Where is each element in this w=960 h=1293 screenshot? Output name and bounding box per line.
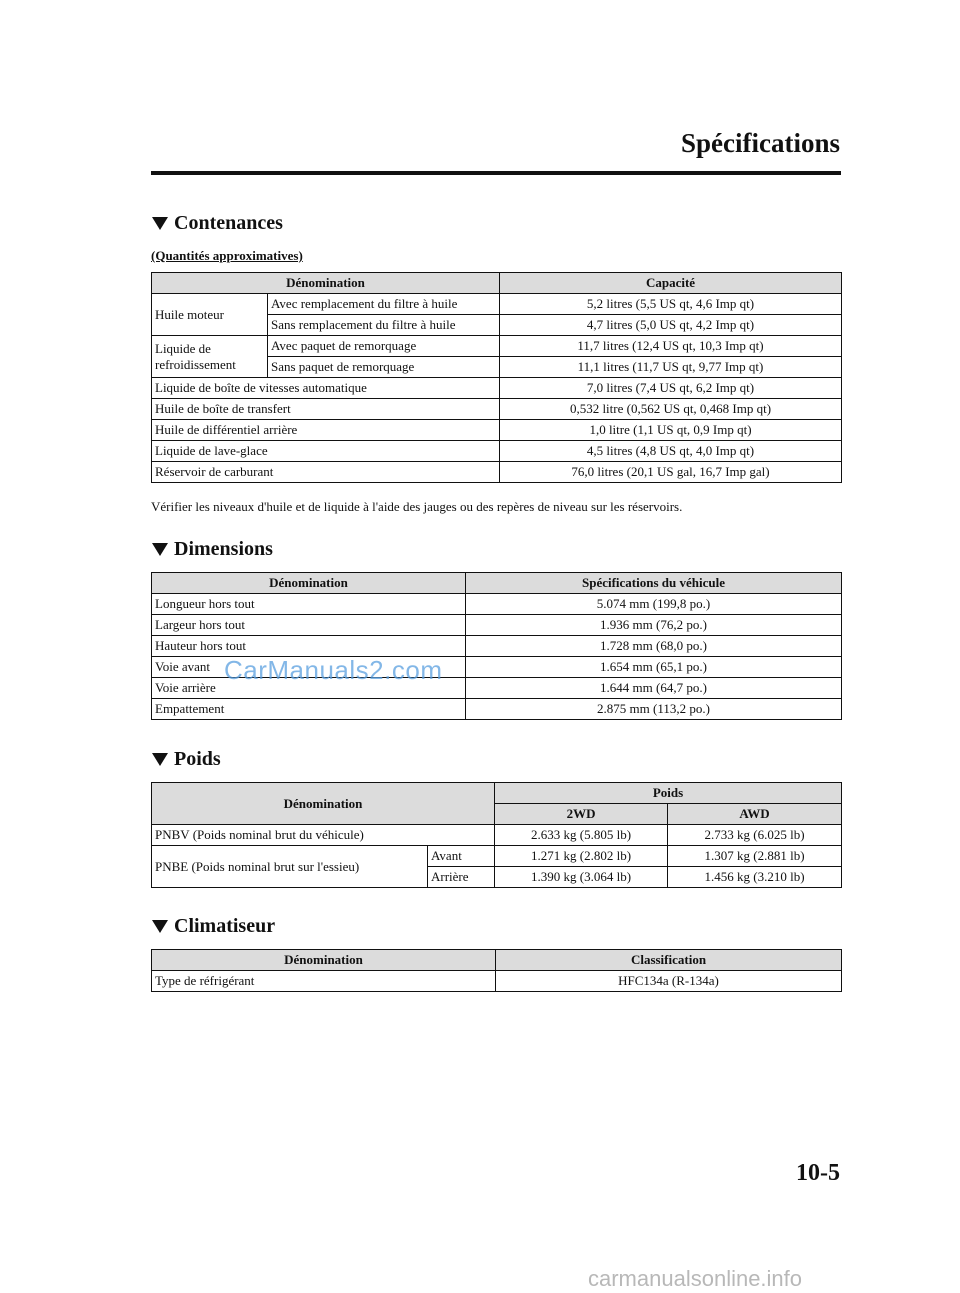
row-value: 2.875 mm (113,2 po.) bbox=[466, 699, 842, 720]
table-row bbox=[152, 971, 842, 992]
row-value: 1.307 kg (2.881 lb) bbox=[668, 846, 842, 867]
row-label: Type de réfrigérant bbox=[152, 971, 496, 992]
column-header: 2WD bbox=[495, 804, 668, 825]
row-value: 11,1 litres (11,7 US qt, 9,77 Imp qt) bbox=[500, 357, 842, 378]
section-title-contenances bbox=[152, 212, 283, 235]
table-row bbox=[152, 846, 842, 867]
page-number: 10-5 bbox=[796, 1160, 840, 1186]
row-sublabel: Sans remplacement du filtre à huile bbox=[268, 315, 500, 336]
row-sublabel: Sans paquet de remorquage bbox=[268, 357, 500, 378]
row-value: HFC134a (R-134a) bbox=[496, 971, 842, 992]
triangle-bullet-icon bbox=[152, 217, 168, 230]
column-header: Poids bbox=[495, 783, 842, 804]
table-row bbox=[152, 399, 842, 420]
table-row bbox=[152, 420, 842, 441]
row-value: 4,7 litres (5,0 US qt, 4,2 Imp qt) bbox=[500, 315, 842, 336]
row-value: 1.936 mm (76,2 po.) bbox=[466, 615, 842, 636]
row-value: 5.074 mm (199,8 po.) bbox=[466, 594, 842, 615]
row-label: Huile de différentiel arrière bbox=[152, 420, 500, 441]
triangle-bullet-icon bbox=[152, 753, 168, 766]
row-value: 1.456 kg (3.210 lb) bbox=[668, 867, 842, 888]
page-header-title: Spécifications bbox=[681, 128, 840, 158]
row-value: 5,2 litres (5,5 US qt, 4,6 Imp qt) bbox=[500, 294, 842, 315]
row-sublabel: Avec paquet de remorquage bbox=[268, 336, 500, 357]
row-label: Empattement bbox=[152, 699, 466, 720]
section-title-text: Poids bbox=[174, 748, 221, 770]
section-title-dimensions bbox=[152, 538, 273, 561]
row-value: 0,532 litre (0,562 US qt, 0,468 Imp qt) bbox=[500, 399, 842, 420]
row-value: 1,0 litre (1,1 US qt, 0,9 Imp qt) bbox=[500, 420, 842, 441]
row-label: Huile moteur bbox=[152, 294, 268, 336]
watermark-carmanualsonline: carmanualsonline.info bbox=[588, 1266, 803, 1291]
column-header: Dénomination bbox=[152, 273, 500, 294]
row-label: Réservoir de carburant bbox=[152, 462, 500, 483]
row-value: 4,5 litres (4,8 US qt, 4,0 Imp qt) bbox=[500, 441, 842, 462]
row-label: Huile de boîte de transfert bbox=[152, 399, 500, 420]
column-header: Capacité bbox=[500, 273, 842, 294]
table-header-row bbox=[152, 950, 842, 971]
header-rule bbox=[151, 171, 841, 175]
row-label: Largeur hors tout bbox=[152, 615, 466, 636]
row-value: 1.654 mm (65,1 po.) bbox=[466, 657, 842, 678]
column-header: Spécifications du véhicule bbox=[466, 573, 842, 594]
row-value: 11,7 litres (12,4 US qt, 10,3 Imp qt) bbox=[500, 336, 842, 357]
table-row bbox=[152, 594, 842, 615]
row-sublabel: Avec remplacement du filtre à huile bbox=[268, 294, 500, 315]
row-sublabel: Arrière bbox=[428, 867, 495, 888]
table-row bbox=[152, 336, 842, 357]
row-label: Liquide de refroidissement bbox=[152, 336, 268, 378]
row-value: 2.733 kg (6.025 lb) bbox=[668, 825, 842, 846]
table-row bbox=[152, 825, 842, 846]
column-header: Dénomination bbox=[152, 783, 495, 825]
dimensions-table bbox=[151, 572, 842, 720]
row-label: Hauteur hors tout bbox=[152, 636, 466, 657]
row-value: 76,0 litres (20,1 US gal, 16,7 Imp gal) bbox=[500, 462, 842, 483]
weights-table bbox=[151, 782, 842, 888]
table-row bbox=[152, 699, 842, 720]
row-label: Liquide de lave-glace bbox=[152, 441, 500, 462]
row-label: PNBV (Poids nominal brut du véhicule) bbox=[152, 825, 495, 846]
triangle-bullet-icon bbox=[152, 920, 168, 933]
table-row bbox=[152, 294, 842, 315]
approximate-note: (Quantités approximatives) bbox=[151, 248, 303, 263]
triangle-bullet-icon bbox=[152, 543, 168, 556]
column-header: Classification bbox=[496, 950, 842, 971]
row-label: Voie arrière bbox=[152, 678, 466, 699]
section-title-poids bbox=[152, 748, 221, 771]
row-sublabel: Avant bbox=[428, 846, 495, 867]
column-header: Dénomination bbox=[152, 950, 496, 971]
table-header-row bbox=[152, 573, 842, 594]
row-label: PNBE (Poids nominal brut sur l'essieu) bbox=[152, 846, 428, 888]
section-title-text: Climatiseur bbox=[174, 915, 276, 937]
row-label: Voie avant bbox=[152, 657, 466, 678]
row-value: 7,0 litres (7,4 US qt, 6,2 Imp qt) bbox=[500, 378, 842, 399]
capacities-table bbox=[151, 272, 842, 483]
section-title-climatiseur bbox=[152, 915, 275, 938]
section-title-text: Dimensions bbox=[174, 538, 273, 560]
capacities-note: Vérifier les niveaux d'huile et de liquide à l'aide des jauges ou des repères de niveau sur les réservoirs. bbox=[151, 499, 683, 514]
table-header-row bbox=[152, 273, 842, 294]
section-title-text: Contenances bbox=[174, 212, 283, 234]
table-row bbox=[152, 462, 842, 483]
watermark-carmanuals2: CarManuals2.com bbox=[224, 655, 443, 685]
row-value: 2.633 kg (5.805 lb) bbox=[495, 825, 668, 846]
air-conditioning-table bbox=[151, 949, 842, 992]
table-row bbox=[152, 441, 842, 462]
row-label: Longueur hors tout bbox=[152, 594, 466, 615]
table-row bbox=[152, 378, 842, 399]
row-value: 1.644 mm (64,7 po.) bbox=[466, 678, 842, 699]
table-row bbox=[152, 636, 842, 657]
row-label: Liquide de boîte de vitesses automatique bbox=[152, 378, 500, 399]
row-value: 1.390 kg (3.064 lb) bbox=[495, 867, 668, 888]
row-value: 1.271 kg (2.802 lb) bbox=[495, 846, 668, 867]
column-header: Dénomination bbox=[152, 573, 466, 594]
row-value: 1.728 mm (68,0 po.) bbox=[466, 636, 842, 657]
table-row bbox=[152, 615, 842, 636]
table-header-row bbox=[152, 783, 842, 804]
column-header: AWD bbox=[668, 804, 842, 825]
